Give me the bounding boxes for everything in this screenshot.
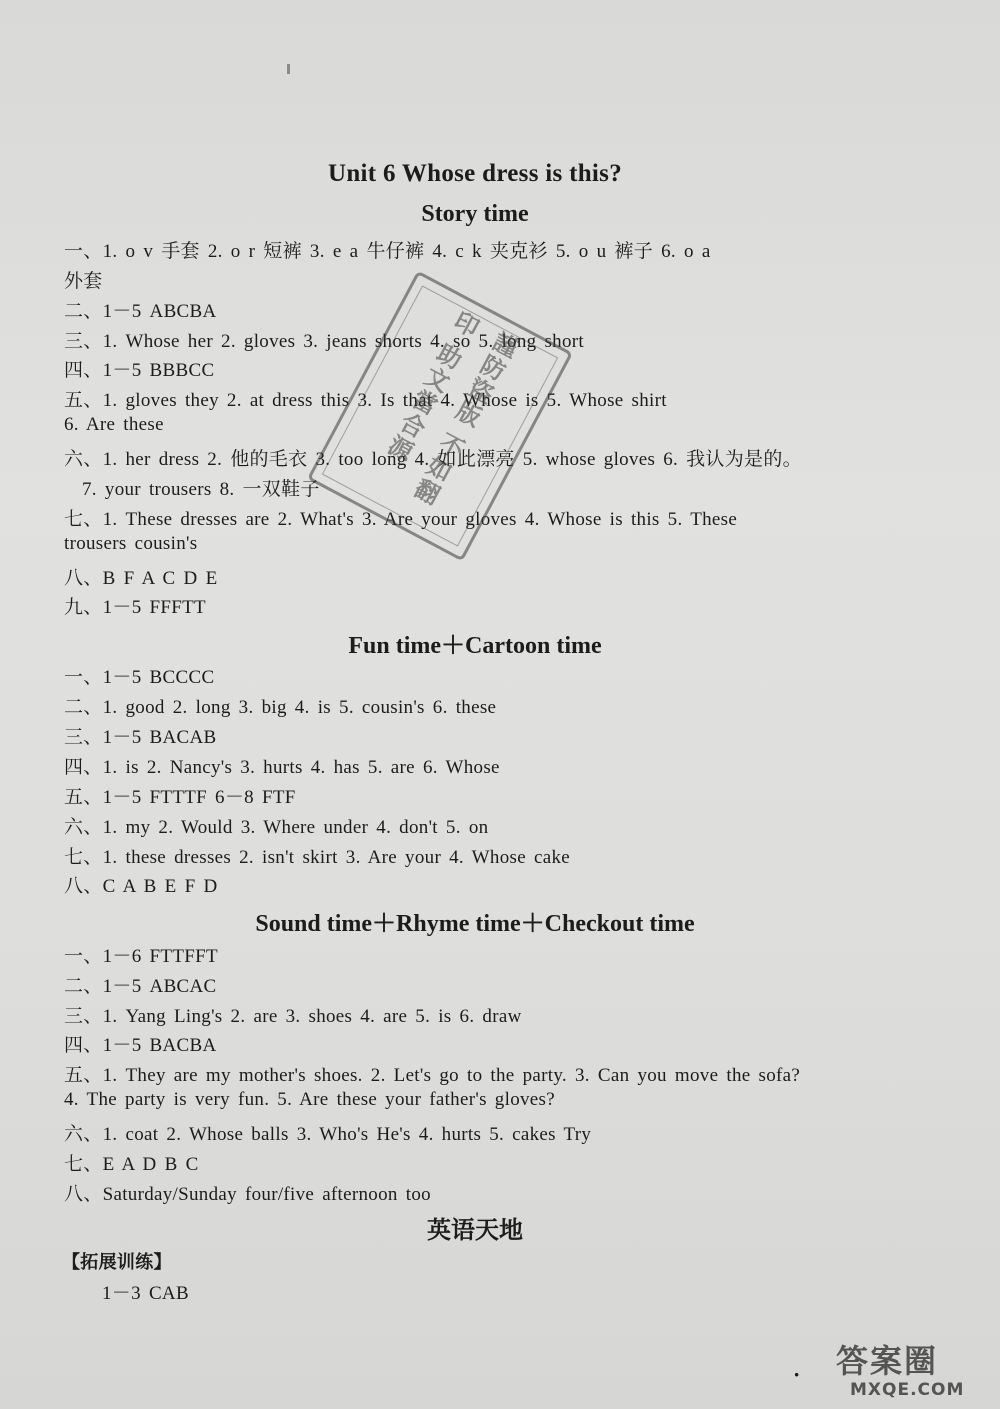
answer-line: 1－3 CAB	[102, 1283, 189, 1304]
answer-line: 五、1. gloves they 2. at dress this 3. Is that 4. Whose is 5. Whose shirt	[64, 390, 667, 411]
answer-line: 四、1－5 BACBA	[64, 1035, 217, 1056]
answer-line: 八、B F A C D E	[64, 568, 218, 589]
subsection-label: 【拓展训练】	[62, 1252, 172, 1272]
answer-line: 三、1. Whose her 2. gloves 3. jeans shorts 4. so 5. long short	[64, 331, 584, 352]
section-story-time: Story time	[421, 201, 529, 227]
answer-line: 六、1. my 2. Would 3. Where under 4. don't 5. on	[64, 817, 489, 838]
answer-line: 六、1. coat 2. Whose balls 3. Who's He's 4. hurts 5. cakes Try	[64, 1124, 592, 1145]
answer-line: 三、1－5 BACAB	[64, 727, 217, 748]
section-english-world: 英语天地	[427, 1218, 523, 1244]
answer-line: 4. The party is very fun. 5. Are these your father's gloves?	[64, 1089, 555, 1110]
answer-line: 外套	[64, 271, 103, 292]
answer-line: 一、1－6 FTTFFT	[64, 946, 218, 967]
answer-line: 七、1. These dresses are 2. What's 3. Are your gloves 4. Whose is this 5. These	[64, 509, 738, 530]
watermark-url: MXQE.COM	[850, 1380, 965, 1400]
answer-line: 一、1－5 BCCCC	[64, 667, 215, 688]
answer-line: 八、Saturday/Sunday four/five afternoon too	[64, 1184, 431, 1205]
answer-line: 九、1－5 FFFTT	[64, 597, 206, 618]
section-fun-cartoon-time: Fun time＋Cartoon time	[348, 633, 602, 659]
answer-line: 五、1. They are my mother's shoes. 2. Let's go to the party. 3. Can you move the sofa?	[64, 1065, 801, 1086]
stamp-text: 謹防盜版 不如翻印 助文當合源	[322, 285, 558, 546]
site-watermark	[836, 1336, 996, 1406]
answer-line: 五、1－5 FTTTF 6－8 FTF	[64, 787, 296, 808]
answer-line: 二、1－5 ABCAC	[64, 976, 217, 997]
page-marker: ·	[793, 1362, 801, 1387]
answer-line: 七、E A D B C	[64, 1154, 199, 1175]
section-sound-rhyme-checkout-time: Sound time＋Rhyme time＋Checkout time	[255, 911, 695, 937]
watermark-logo-text: 答案圈	[836, 1342, 939, 1380]
answer-line: 6. Are these	[64, 414, 164, 435]
answer-line: 7. your trousers 8. 一双鞋子	[82, 479, 320, 500]
answer-line: 七、1. these dresses 2. isn't skirt 3. Are your 4. Whose cake	[64, 847, 570, 868]
answer-line: 四、1. is 2. Nancy's 3. hurts 4. has 5. are 6. Whose	[64, 757, 500, 778]
answer-line: 六、1. her dress 2. 他的毛衣 3. too long 4. 如此漂亮 5. whose gloves 6. 我认为是的。	[64, 449, 802, 470]
answer-line: trousers cousin's	[64, 533, 198, 554]
answer-line: 三、1. Yang Ling's 2. are 3. shoes 4. are 5. is 6. draw	[64, 1006, 522, 1027]
answer-line: 一、1. o v 手套 2. o r 短裤 3. e a 牛仔裤 4. c k 夹克衫 5. o u 裤子 6. o a	[64, 241, 711, 262]
answer-line: 二、1－5 ABCBA	[64, 301, 217, 322]
answer-line: 四、1－5 BBBCC	[64, 360, 215, 381]
answer-line: 二、1. good 2. long 3. big 4. is 5. cousin's 6. these	[64, 697, 497, 718]
scan-speck	[287, 64, 290, 74]
answer-line: 八、C A B E F D	[64, 876, 218, 897]
unit-title: Unit 6 Whose dress is this?	[327, 160, 623, 187]
